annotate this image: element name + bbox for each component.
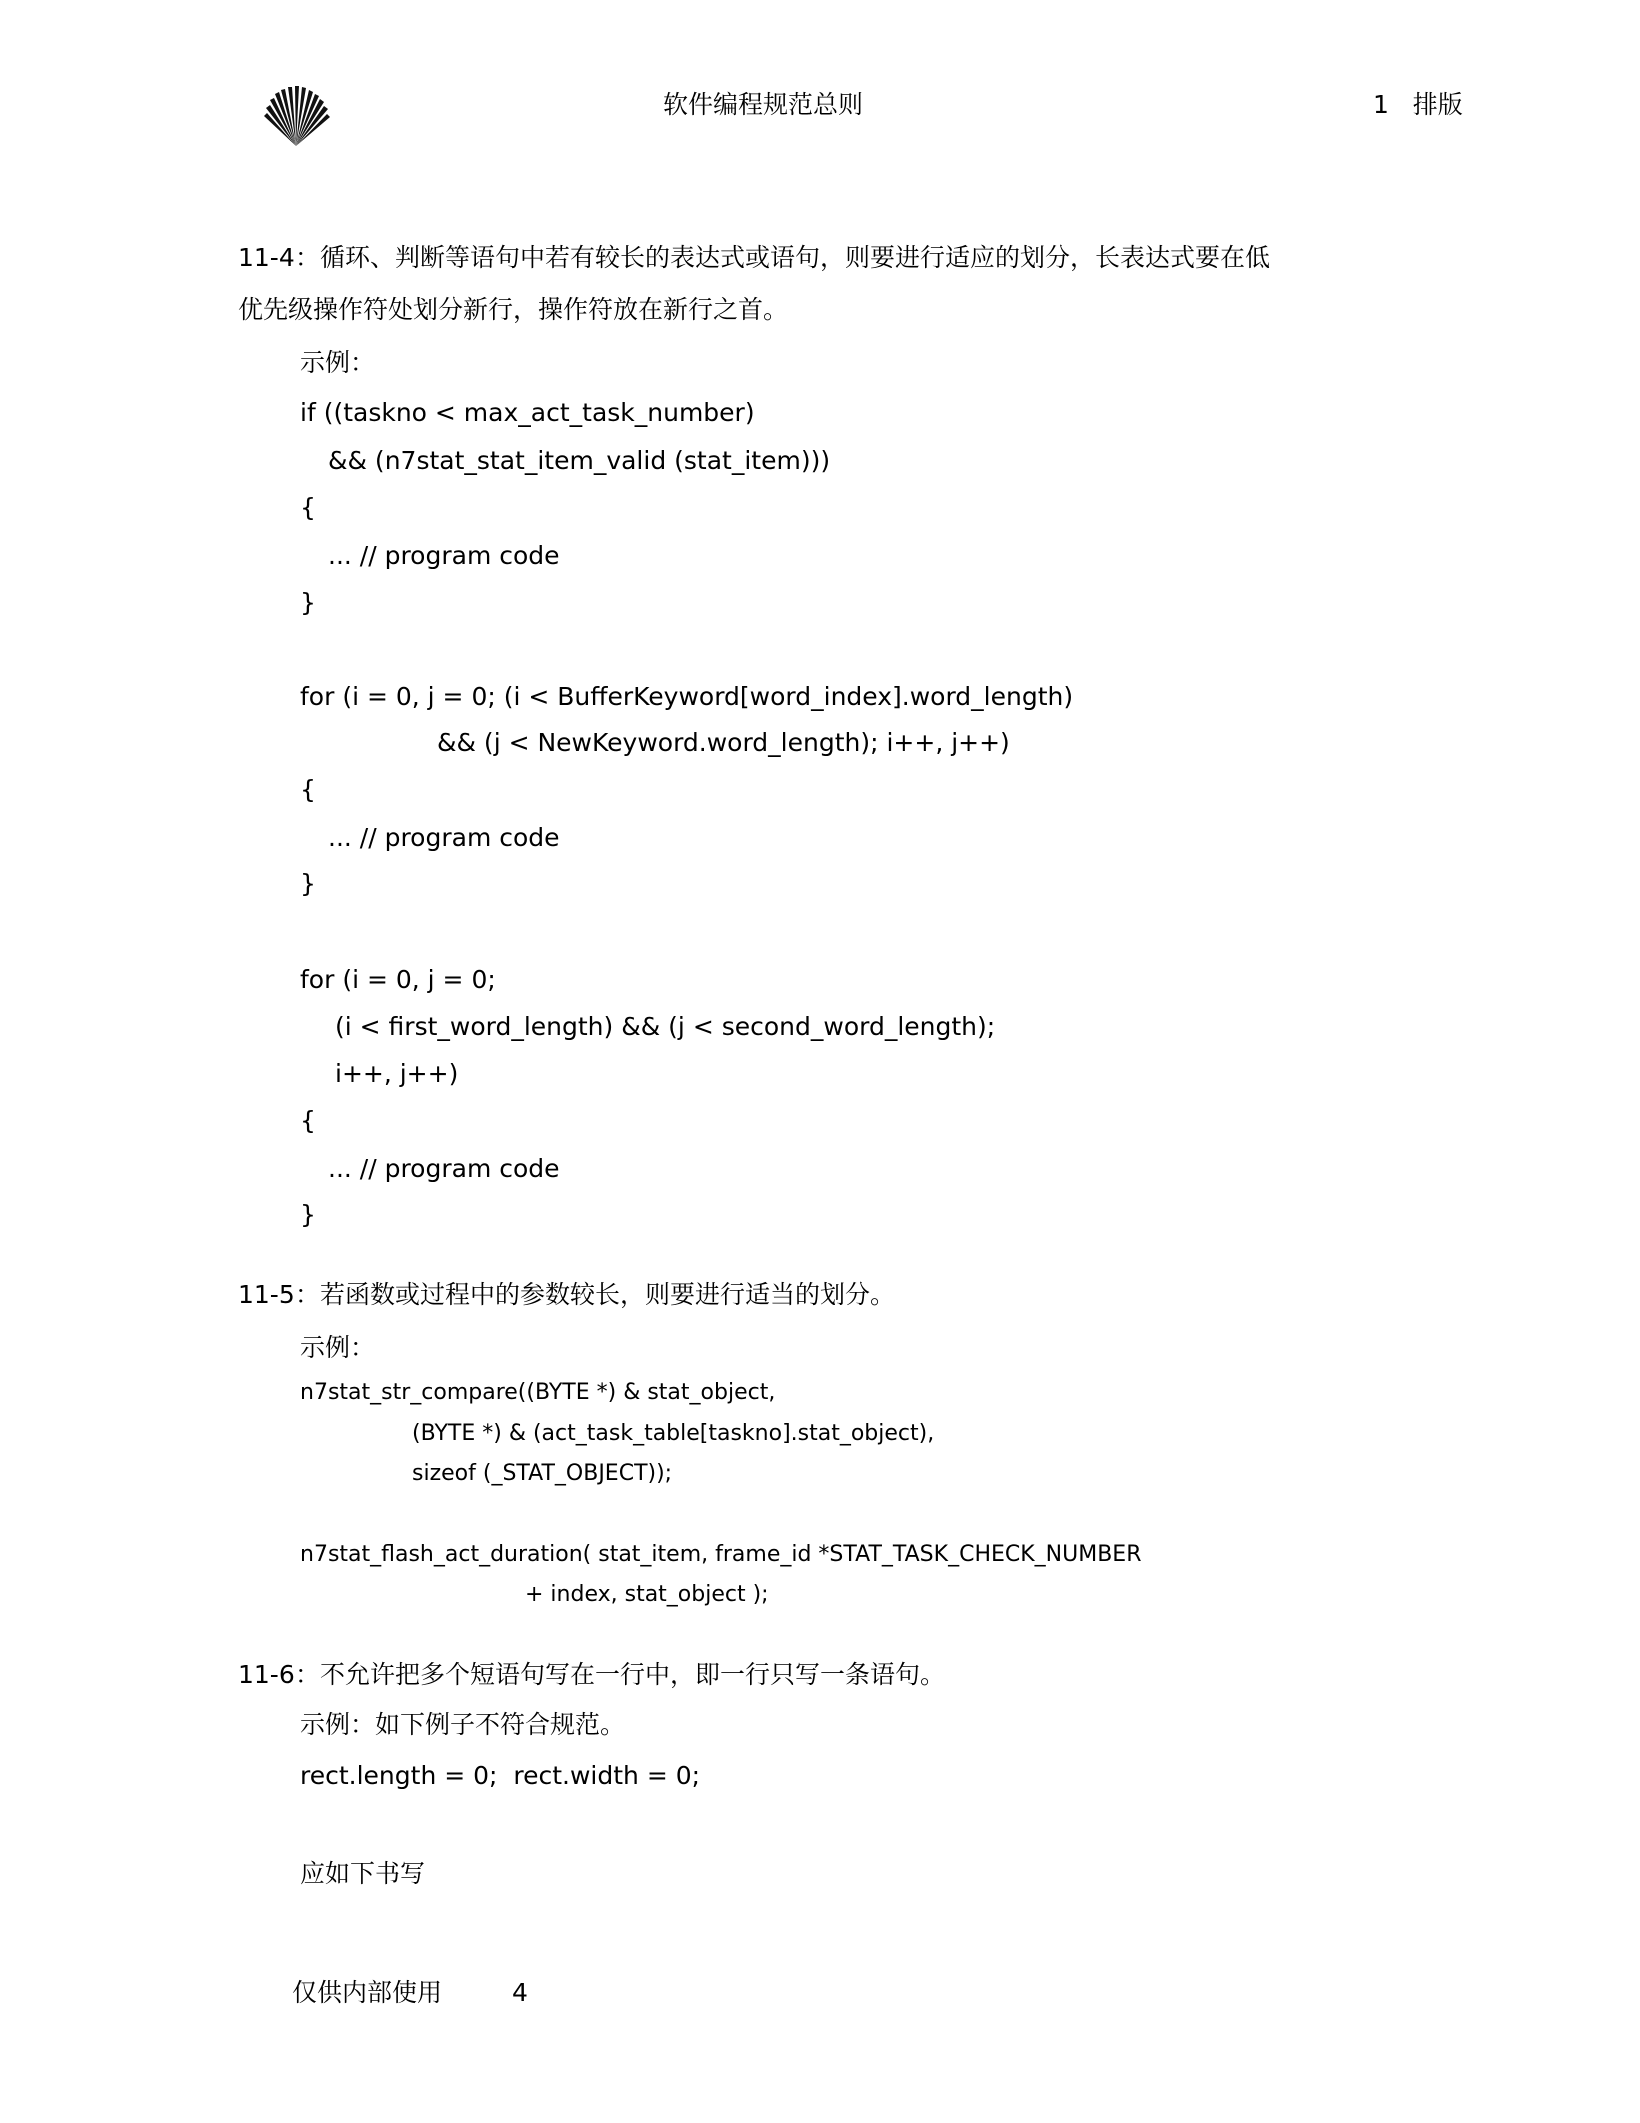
code-line: if ((taskno < max_act_task_number) xyxy=(300,398,755,427)
code-line: && (j < NewKeyword.word_length); i++, j++) xyxy=(437,728,1010,757)
follow-text: 应如下书写 xyxy=(300,1859,426,1888)
rule-11-4-text-line2: 优先级操作符处划分新行，操作符放在新行之首。 xyxy=(238,295,789,324)
code-line: ... // program code xyxy=(328,541,560,570)
code-line: { xyxy=(300,1106,316,1135)
rule-11-6-id: 11-6 xyxy=(238,1660,295,1689)
code-line: i++, j++) xyxy=(335,1059,459,1088)
code-line: for (i = 0, j = 0; (i < BufferKeyword[word_index].word_length) xyxy=(300,682,1074,711)
header-chapter: 1 排版 xyxy=(1373,90,1463,119)
code-line: } xyxy=(300,869,316,898)
code-line: for (i = 0, j = 0; xyxy=(300,965,496,994)
header-title: 软件编程规范总则 xyxy=(663,90,864,119)
code-line: + index, stat_object ); xyxy=(525,1582,769,1607)
page-number: 4 xyxy=(512,1978,528,2007)
code-line: { xyxy=(300,775,316,804)
code-line: { xyxy=(300,493,316,522)
company-logo xyxy=(258,86,334,148)
code-line: } xyxy=(300,1200,316,1229)
example-label: 示例： xyxy=(300,348,376,377)
code-line: sizeof (_STAT_OBJECT)); xyxy=(412,1461,673,1486)
code-line: } xyxy=(300,588,316,617)
example-label: 示例：如下例子不符合规范。 xyxy=(300,1710,626,1739)
example-label: 示例： xyxy=(300,1333,376,1362)
footer-note: 仅供内部使用 xyxy=(292,1978,443,2007)
rule-11-4-text-line1: ：循环、判断等语句中若有较长的表达式或语句，则要进行适应的划分，长表达式要在低 xyxy=(295,243,1271,272)
code-line: && (n7stat_stat_item_valid (stat_item))) xyxy=(328,446,831,475)
code-line: (i < first_word_length) && (j < second_word_length); xyxy=(335,1012,996,1041)
rule-11-5-id: 11-5 xyxy=(238,1280,295,1309)
code-line: ... // program code xyxy=(328,823,560,852)
code-line: ... // program code xyxy=(328,1154,560,1183)
code-line: n7stat_str_compare((BYTE *) & stat_object, xyxy=(300,1380,776,1405)
code-line: rect.length = 0; rect.width = 0; xyxy=(300,1761,701,1790)
code-line: (BYTE *) & (act_task_table[taskno].stat_object), xyxy=(412,1421,935,1446)
rule-11-4-id: 11-4 xyxy=(238,243,295,272)
code-line: n7stat_flash_act_duration( stat_item, frame_id *STAT_TASK_CHECK_NUMBER xyxy=(300,1542,1142,1567)
rule-11-5-text: ：若函数或过程中的参数较长，则要进行适当的划分。 xyxy=(295,1280,896,1309)
rule-11-6-text: ：不允许把多个短语句写在一行中，即一行只写一条语句。 xyxy=(295,1660,946,1689)
